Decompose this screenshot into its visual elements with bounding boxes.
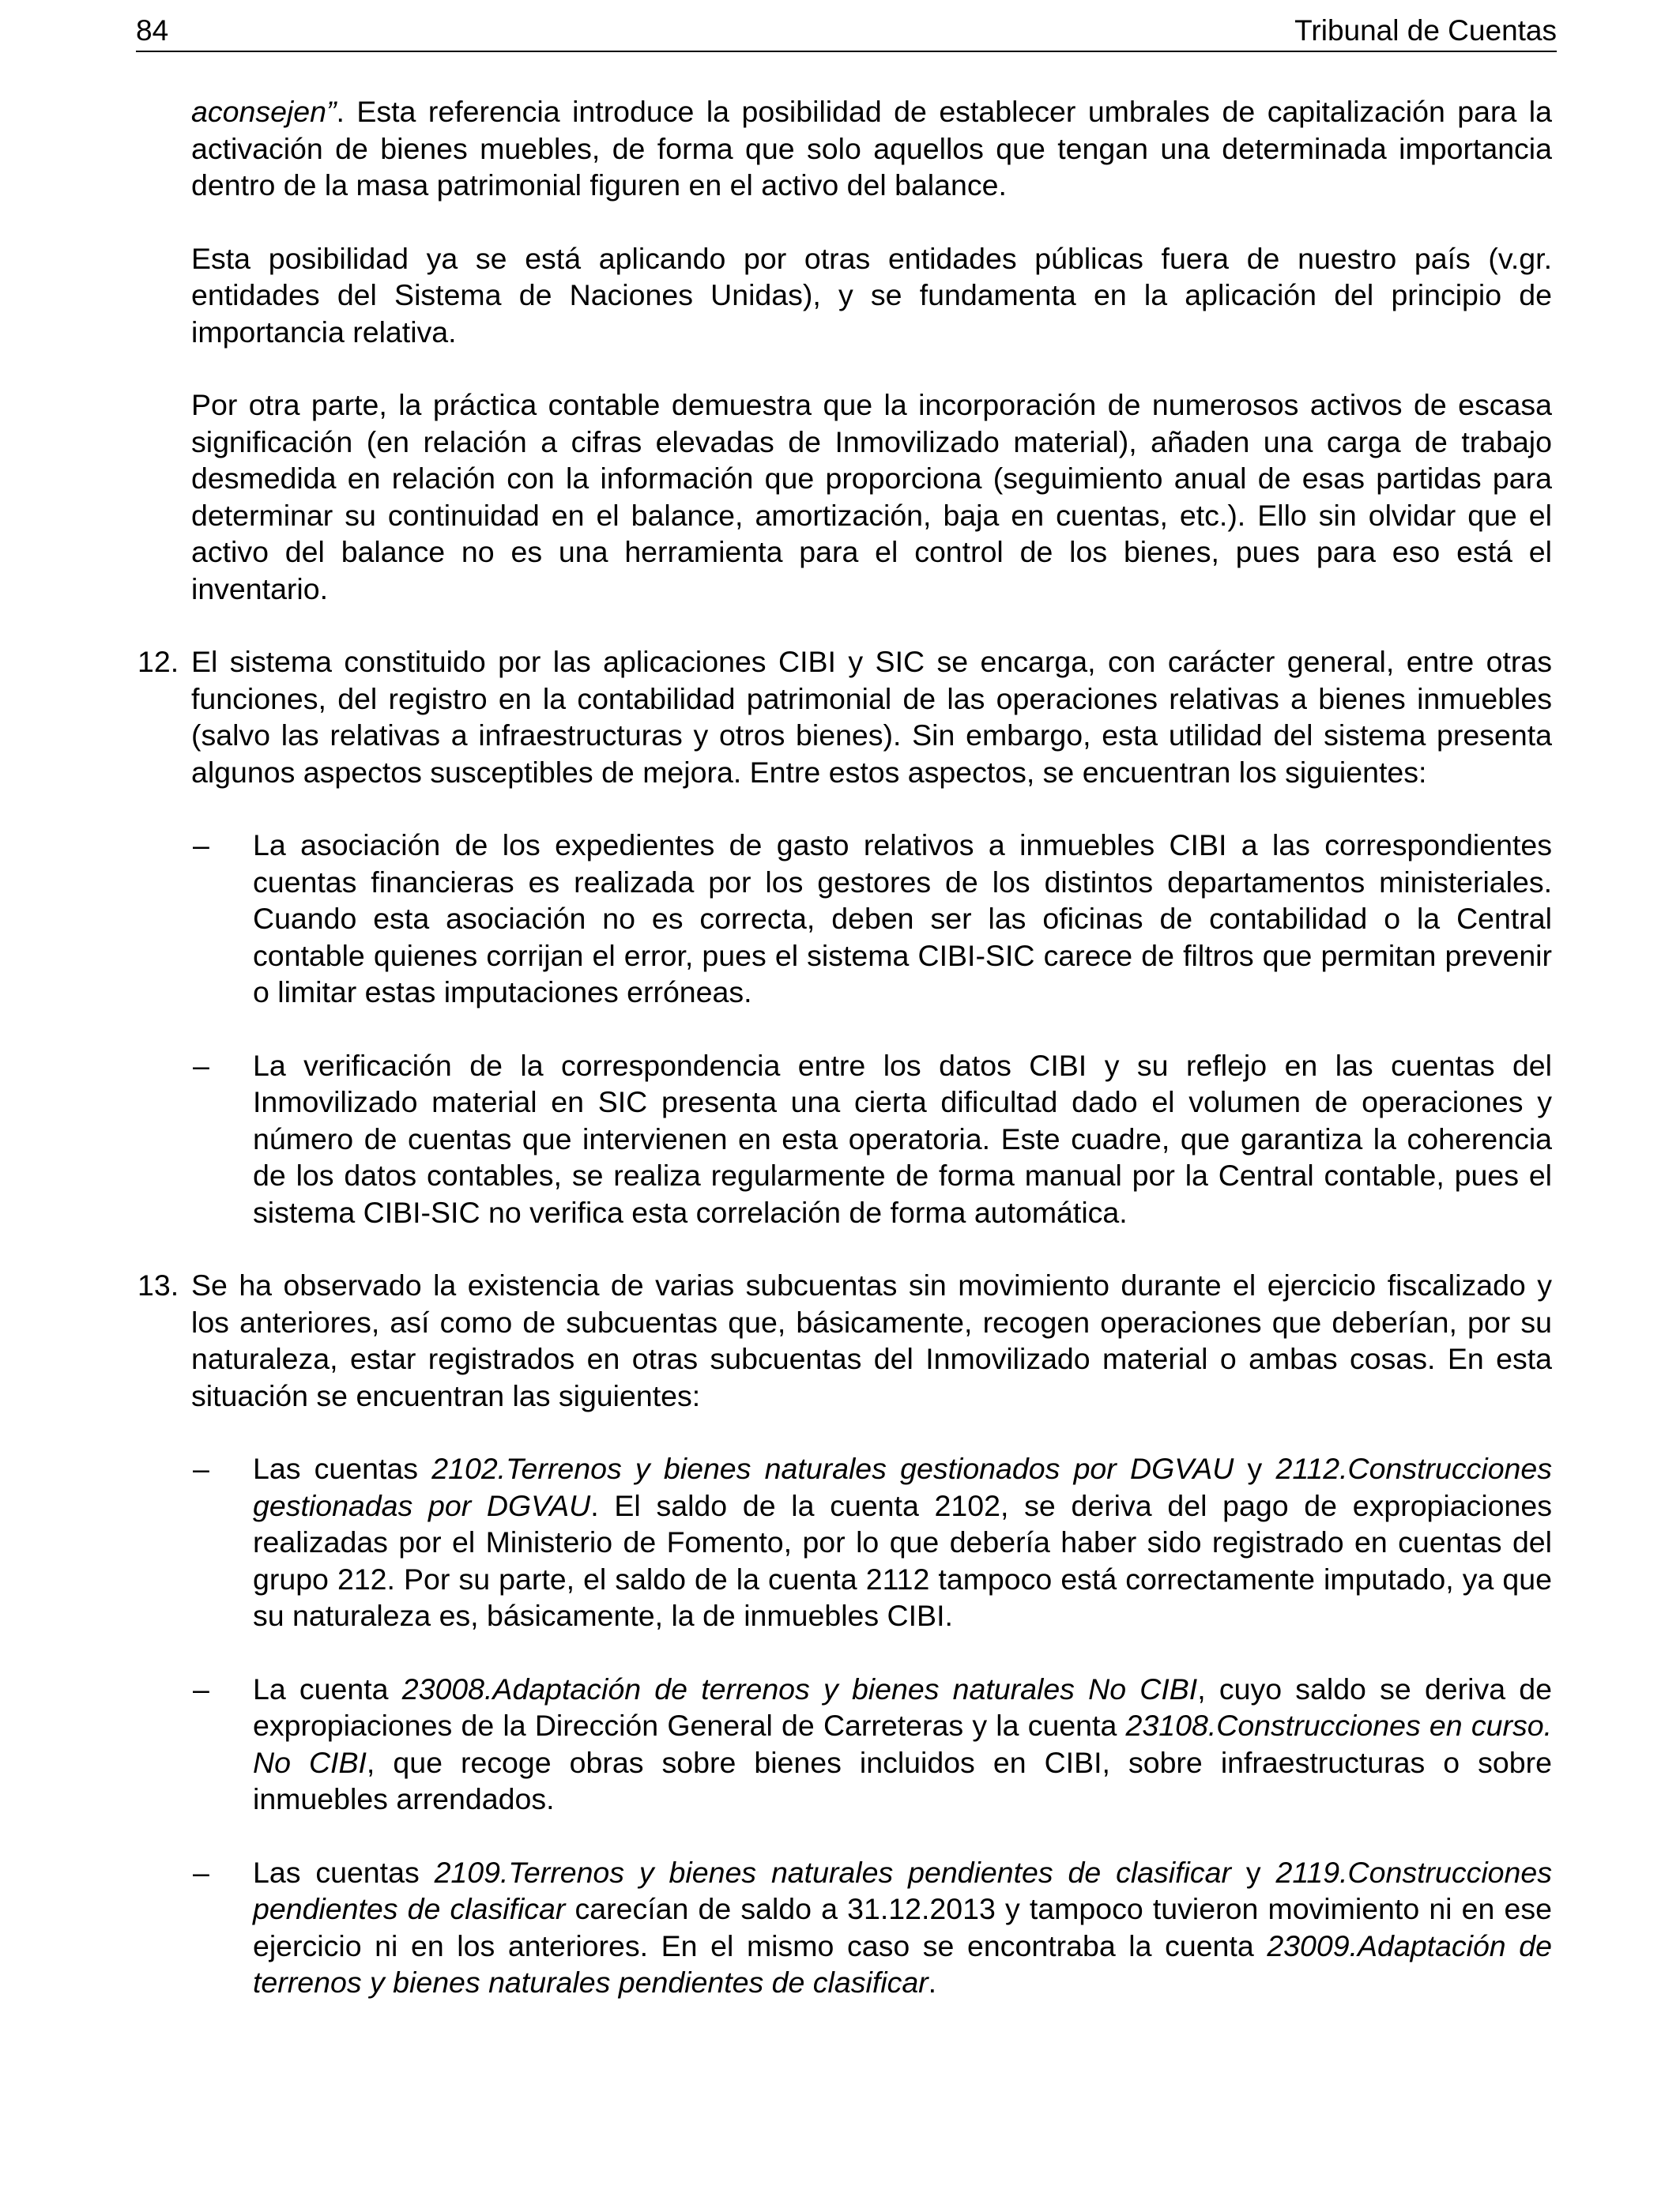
bullet-text bbox=[253, 1854, 1552, 2001]
account-name: 2109.Terrenos y bienes naturales pendientes de clasificar bbox=[434, 1855, 1231, 1889]
paragraph-1-text: . Esta referencia introduce la posibilidad de establecer umbrales de capitalización para la activación de bienes muebles, de forma que solo aquellos que tengan una determinada importancia dentro de la masa patrimonial figuren en el activo del balance. bbox=[191, 95, 1552, 202]
bullet-text bbox=[253, 1671, 1552, 1818]
text-run: carecían de saldo a 31.12.2013 y tampoco tuvieron movimiento ni en ese ejercicio ni en los anteriores. En el mismo caso se encontraba la cuenta bbox=[253, 1892, 1552, 1962]
text-run: , que recoge obras sobre bienes incluidos en CIBI, sobre infraestructuras o sobre inmuebles arrendados. bbox=[253, 1745, 1552, 1815]
account-name: 2112.Construcciones gestionadas por DGVAU bbox=[253, 1452, 1553, 1522]
text-run: . El saldo de la cuenta 2102, se deriva del pago de expropiaciones realizadas por el Ministerio de Fomento, por lo que debería haber sido registrado en cuentas del grupo 212. Por su parte, el saldo de la cuenta 2112 tampoco está correctamente imputado, ya que su naturaleza es, básicamente, la de inmuebles CIBI. bbox=[253, 1488, 1552, 1632]
numbered-item-13 bbox=[137, 1267, 1553, 2001]
page-number: 84 bbox=[136, 14, 169, 47]
item-12-text: El sistema constituido por las aplicaciones CIBI y SIC se encarga, con carácter general, entre otras funciones, del registro en la contabilidad patrimonial de las operaciones relativas a bienes inmuebles (salvo las relativas a infraestructuras y otros bienes). Sin embargo, esta utilidad del sistema presenta algunos aspectos susceptibles de mejora. Entre estos aspectos, se encuentran los siguientes: bbox=[191, 645, 1552, 789]
text-run: y bbox=[1234, 1452, 1276, 1485]
account-name: 2102.Terrenos y bienes naturales gestionados por DGVAU bbox=[431, 1452, 1234, 1485]
bullet-item bbox=[193, 1671, 1553, 1818]
paragraph-1 bbox=[191, 93, 1552, 204]
text-run: y bbox=[1230, 1855, 1276, 1889]
paragraph-2: Esta posibilidad ya se está aplicando por otras entidades públicas fuera de nuestro país (v.gr. entidades del Sistema de Naciones Unidas), y se fundamenta en la aplicación del principio de importancia relativa. bbox=[191, 241, 1552, 349]
bullet-text: La verificación de la correspondencia entre los datos CIBI y su reflejo en las cuentas del Inmovilizado material en SIC presenta una cierta dificultad dado el volumen de operaciones y número de cuentas que intervienen en esta operatoria. Este cuadre, que garantiza la coherencia de los datos contables, se realiza regularmente de forma manual por la Central contable, pues el sistema CIBI-SIC no verifica esta correlación de forma automática. bbox=[253, 1048, 1552, 1229]
account-name: 23009.Adaptación de terrenos y bienes naturales pendientes de clasificar bbox=[253, 1928, 1552, 1999]
bullet-text bbox=[253, 1450, 1552, 1634]
account-name: 23108.Construcciones en curso. No CIBI bbox=[253, 1709, 1552, 1779]
text-run: Las cuentas bbox=[253, 1452, 432, 1485]
document-body bbox=[137, 93, 1553, 2038]
item-13-text: Se ha observado la existencia de varias subcuentas sin movimiento durante el ejercicio fiscalizado y los anteriores, así como de subcuentas que, básicamente, recogen operaciones que deberían, por su naturaleza, estar registrados en otras subcuentas del Inmovilizado material o ambas cosas. En esta situación se encuentran las siguientes: bbox=[191, 1269, 1552, 1412]
account-name: 23008.Adaptación de terrenos y bienes naturales No CIBI bbox=[401, 1672, 1198, 1706]
bullet-item bbox=[193, 1047, 1552, 1231]
italic-quote: aconsejen” bbox=[191, 95, 337, 128]
item-number: 12. bbox=[137, 645, 179, 678]
bullet-item bbox=[193, 827, 1552, 1011]
bullet-list bbox=[193, 1450, 1553, 2001]
bullet-item bbox=[193, 1450, 1553, 1634]
dash-bullet: – bbox=[193, 1672, 209, 1706]
bullet-text: La asociación de los expedientes de gasto relativos a inmuebles CIBI a las correspondientes cuentas financieras es realizada por los gestores de los distintos departamentos ministeriales. Cuando esta asociación no es correcta, deben ser las oficinas de contabilidad o la Central contable quienes corrijan el error, pues el sistema CIBI-SIC carece de filtros que permitan prevenir o limitar estas imputaciones erróneas. bbox=[253, 828, 1552, 1008]
paragraph-3: Por otra parte, la práctica contable demuestra que la incorporación de numerosos activos de escasa significación (en relación a cifras elevadas de Inmovilizado material), añaden una carga de trabajo desmedida en relación con la información que proporciona (seguimiento anual de esas partidas para determinar su continuidad en el balance, amortización, baja en cuentas, etc.). Ello sin olvidar que el activo del balance no es una herramienta para el control de los bienes, pues para eso está el inventario. bbox=[191, 388, 1552, 605]
numbered-item-12 bbox=[137, 643, 1552, 1231]
running-title: Tribunal de Cuentas bbox=[1294, 14, 1557, 47]
text-run: Las cuentas bbox=[253, 1855, 435, 1889]
text-run: La cuenta bbox=[253, 1672, 402, 1706]
dash-bullet: – bbox=[193, 1048, 209, 1082]
text-run: , cuyo saldo se deriva de expropiaciones de la Dirección General de Carreteras y la cuenta bbox=[253, 1672, 1553, 1742]
item-number: 13. bbox=[137, 1269, 179, 1302]
account-name: 2119.Construcciones pendientes de clasificar bbox=[253, 1855, 1552, 1925]
page-header bbox=[136, 11, 1557, 52]
dash-bullet: – bbox=[193, 1452, 209, 1485]
dash-bullet: – bbox=[193, 1855, 209, 1889]
text-run: . bbox=[928, 1966, 937, 1999]
dash-bullet: – bbox=[193, 828, 209, 861]
bullet-item bbox=[193, 1854, 1552, 2001]
bullet-list bbox=[193, 827, 1552, 1231]
